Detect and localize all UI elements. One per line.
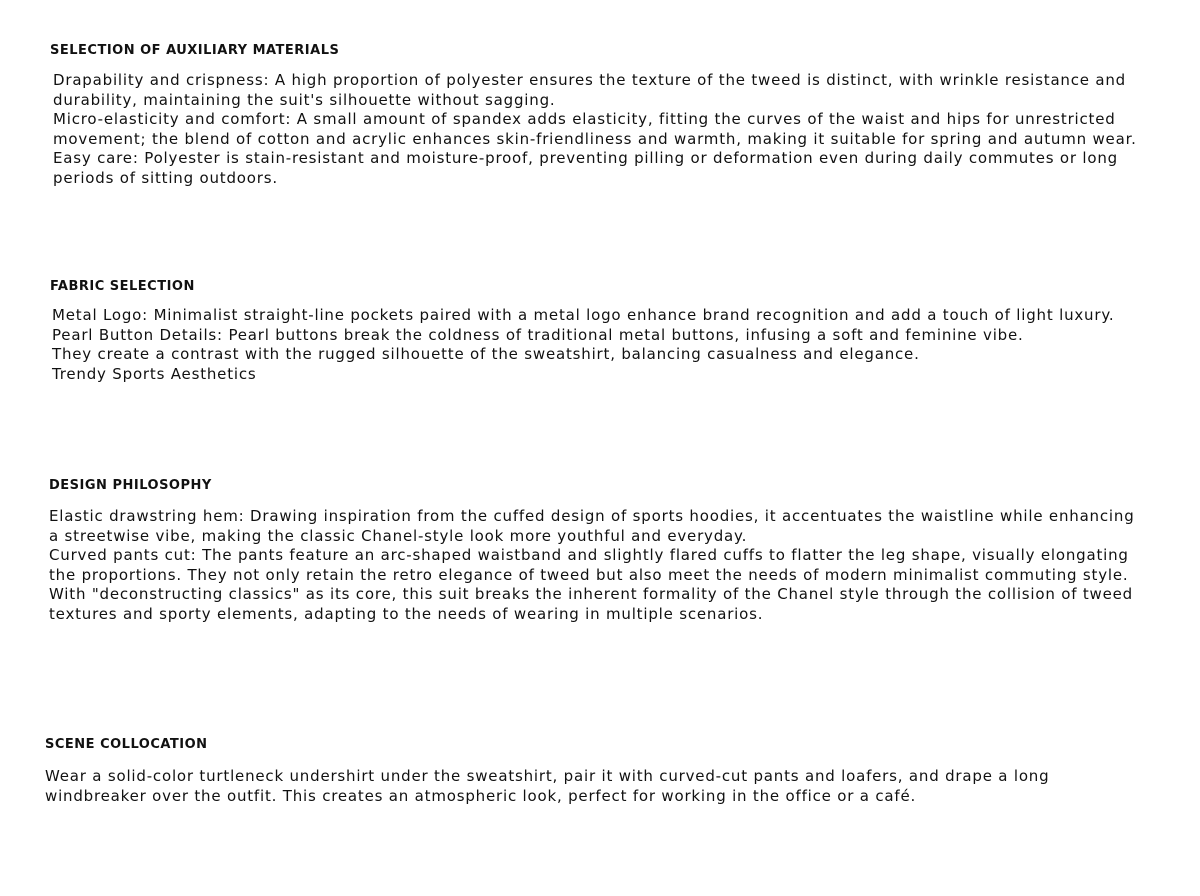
body-line: durability, maintaining the suit's silhouette without sagging. — [53, 90, 556, 109]
section-heading: FABRIC SELECTION — [50, 279, 195, 294]
body-line: Trendy Sports Aesthetics — [52, 364, 257, 383]
body-line: Drapability and crispness: A high proportion of polyester ensures the texture of the tweed is distinct, with wrinkle resistance and — [53, 71, 1127, 89]
body-line: Elastic drawstring hem: Drawing inspiration from the cuffed design of sports hoodies, it accentuates the waistline while enhancing — [49, 507, 1135, 525]
section-body — [52, 306, 1182, 384]
section-heading: SCENE COLLOCATION — [45, 737, 208, 752]
body-line: Curved pants cut: The pants feature an arc-shaped waistband and slightly flared cuffs to flatter the leg shape, visually elongating — [49, 546, 1129, 565]
section-body — [49, 507, 1179, 625]
section-heading: SELECTION OF AUXILIARY MATERIALS — [50, 43, 340, 58]
body-line: Pearl Button Details: Pearl buttons break the coldness of traditional metal buttons, infusing a soft and feminine vibe. — [52, 325, 1024, 344]
body-line: periods of sitting outdoors. — [53, 168, 278, 187]
body-line: Metal Logo: Minimalist straight-line pockets paired with a metal logo enhance brand recognition and add a touch of light luxury. — [52, 306, 1115, 324]
body-line: Wear a solid-color turtleneck undershirt under the sweatshirt, pair it with curved-cut pants and loafers, and drape a long — [45, 767, 1050, 785]
section-heading: DESIGN PHILOSOPHY — [49, 478, 212, 493]
body-line: movement; the blend of cotton and acrylic enhances skin-friendliness and warmth, making it suitable for spring and autumn wear. — [53, 129, 1137, 148]
body-line: textures and sporty elements, adapting to the needs of wearing in multiple scenarios. — [49, 604, 764, 623]
body-line: the proportions. They not only retain the retro elegance of tweed but also meet the needs of modern minimalist commuting style. — [49, 565, 1129, 584]
body-line: With "deconstructing classics" as its core, this suit breaks the inherent formality of the Chanel style through the collision of tweed — [49, 585, 1134, 604]
body-line: They create a contrast with the rugged silhouette of the sweatshirt, balancing casualness and elegance. — [52, 345, 920, 364]
body-line: Easy care: Polyester is stain-resistant and moisture-proof, preventing pilling or deformation even during daily commutes or long — [53, 149, 1119, 168]
body-line: Micro-elasticity and comfort: A small amount of spandex adds elasticity, fitting the curves of the waist and hips for unrestricted — [53, 110, 1116, 129]
body-line: windbreaker over the outfit. This creates an atmospheric look, perfect for working in the office or a café. — [45, 786, 917, 805]
section-body — [53, 71, 1183, 189]
body-line: a streetwise vibe, making the classic Chanel-style look more youthful and everyday. — [49, 526, 748, 545]
section-body — [45, 767, 1175, 806]
